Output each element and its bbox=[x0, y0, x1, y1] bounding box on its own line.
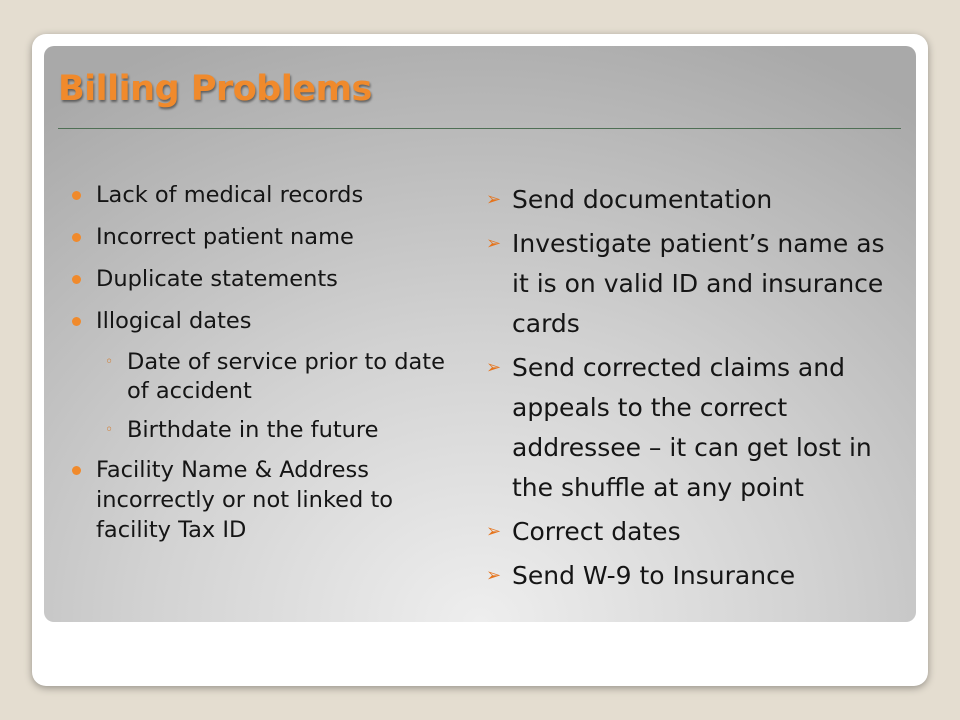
list-item bbox=[486, 224, 906, 344]
slide-title: Billing Problems bbox=[58, 69, 372, 109]
list-item bbox=[486, 556, 906, 596]
problems-list bbox=[72, 180, 454, 557]
bullet-dot-icon bbox=[72, 466, 81, 475]
arrow-bullet-icon: ➢ bbox=[486, 233, 502, 254]
slide-panel bbox=[44, 46, 916, 622]
bullet-dot-icon bbox=[72, 275, 81, 284]
problem-text: Facility Name & Address incorrectly or not linked to facility Tax ID bbox=[96, 457, 394, 543]
solution-text: Send corrected claims and appeals to the correct addressee – it can get lost in the shuffle at any point bbox=[512, 353, 872, 502]
bullet-dot-icon bbox=[72, 233, 81, 242]
bullet-dot-icon bbox=[72, 191, 81, 200]
list-item bbox=[486, 512, 906, 552]
problem-text: Duplicate statements bbox=[96, 266, 338, 292]
arrow-bullet-icon: ➢ bbox=[486, 521, 502, 542]
list-item bbox=[72, 264, 454, 294]
arrow-bullet-icon: ➢ bbox=[486, 565, 502, 586]
list-item bbox=[486, 348, 906, 508]
ring-bullet-icon: ◦ bbox=[105, 354, 114, 370]
problem-text: Lack of medical records bbox=[96, 182, 364, 208]
sub-list-item bbox=[72, 416, 454, 445]
solution-text: Send W-9 to Insurance bbox=[512, 561, 796, 590]
list-item bbox=[486, 180, 906, 220]
list-item bbox=[72, 455, 454, 545]
ring-bullet-icon: ◦ bbox=[105, 422, 114, 438]
solution-text: Correct dates bbox=[512, 517, 681, 546]
list-item bbox=[72, 180, 454, 210]
list-item bbox=[72, 306, 454, 336]
sub-problem-text: Date of service prior to date of accident bbox=[127, 349, 445, 404]
solution-text: Send documentation bbox=[512, 185, 773, 214]
title-divider bbox=[58, 128, 901, 129]
solutions-list bbox=[486, 180, 906, 600]
problem-text: Incorrect patient name bbox=[96, 224, 354, 250]
arrow-bullet-icon: ➢ bbox=[486, 357, 502, 378]
sub-problem-text: Birthdate in the future bbox=[127, 417, 379, 443]
bullet-dot-icon bbox=[72, 317, 81, 326]
arrow-bullet-icon: ➢ bbox=[486, 189, 502, 210]
solution-text: Investigate patient’s name as it is on valid ID and insurance cards bbox=[512, 229, 885, 338]
list-item bbox=[72, 222, 454, 252]
problem-text: Illogical dates bbox=[96, 308, 252, 334]
sub-list-item bbox=[72, 348, 454, 406]
